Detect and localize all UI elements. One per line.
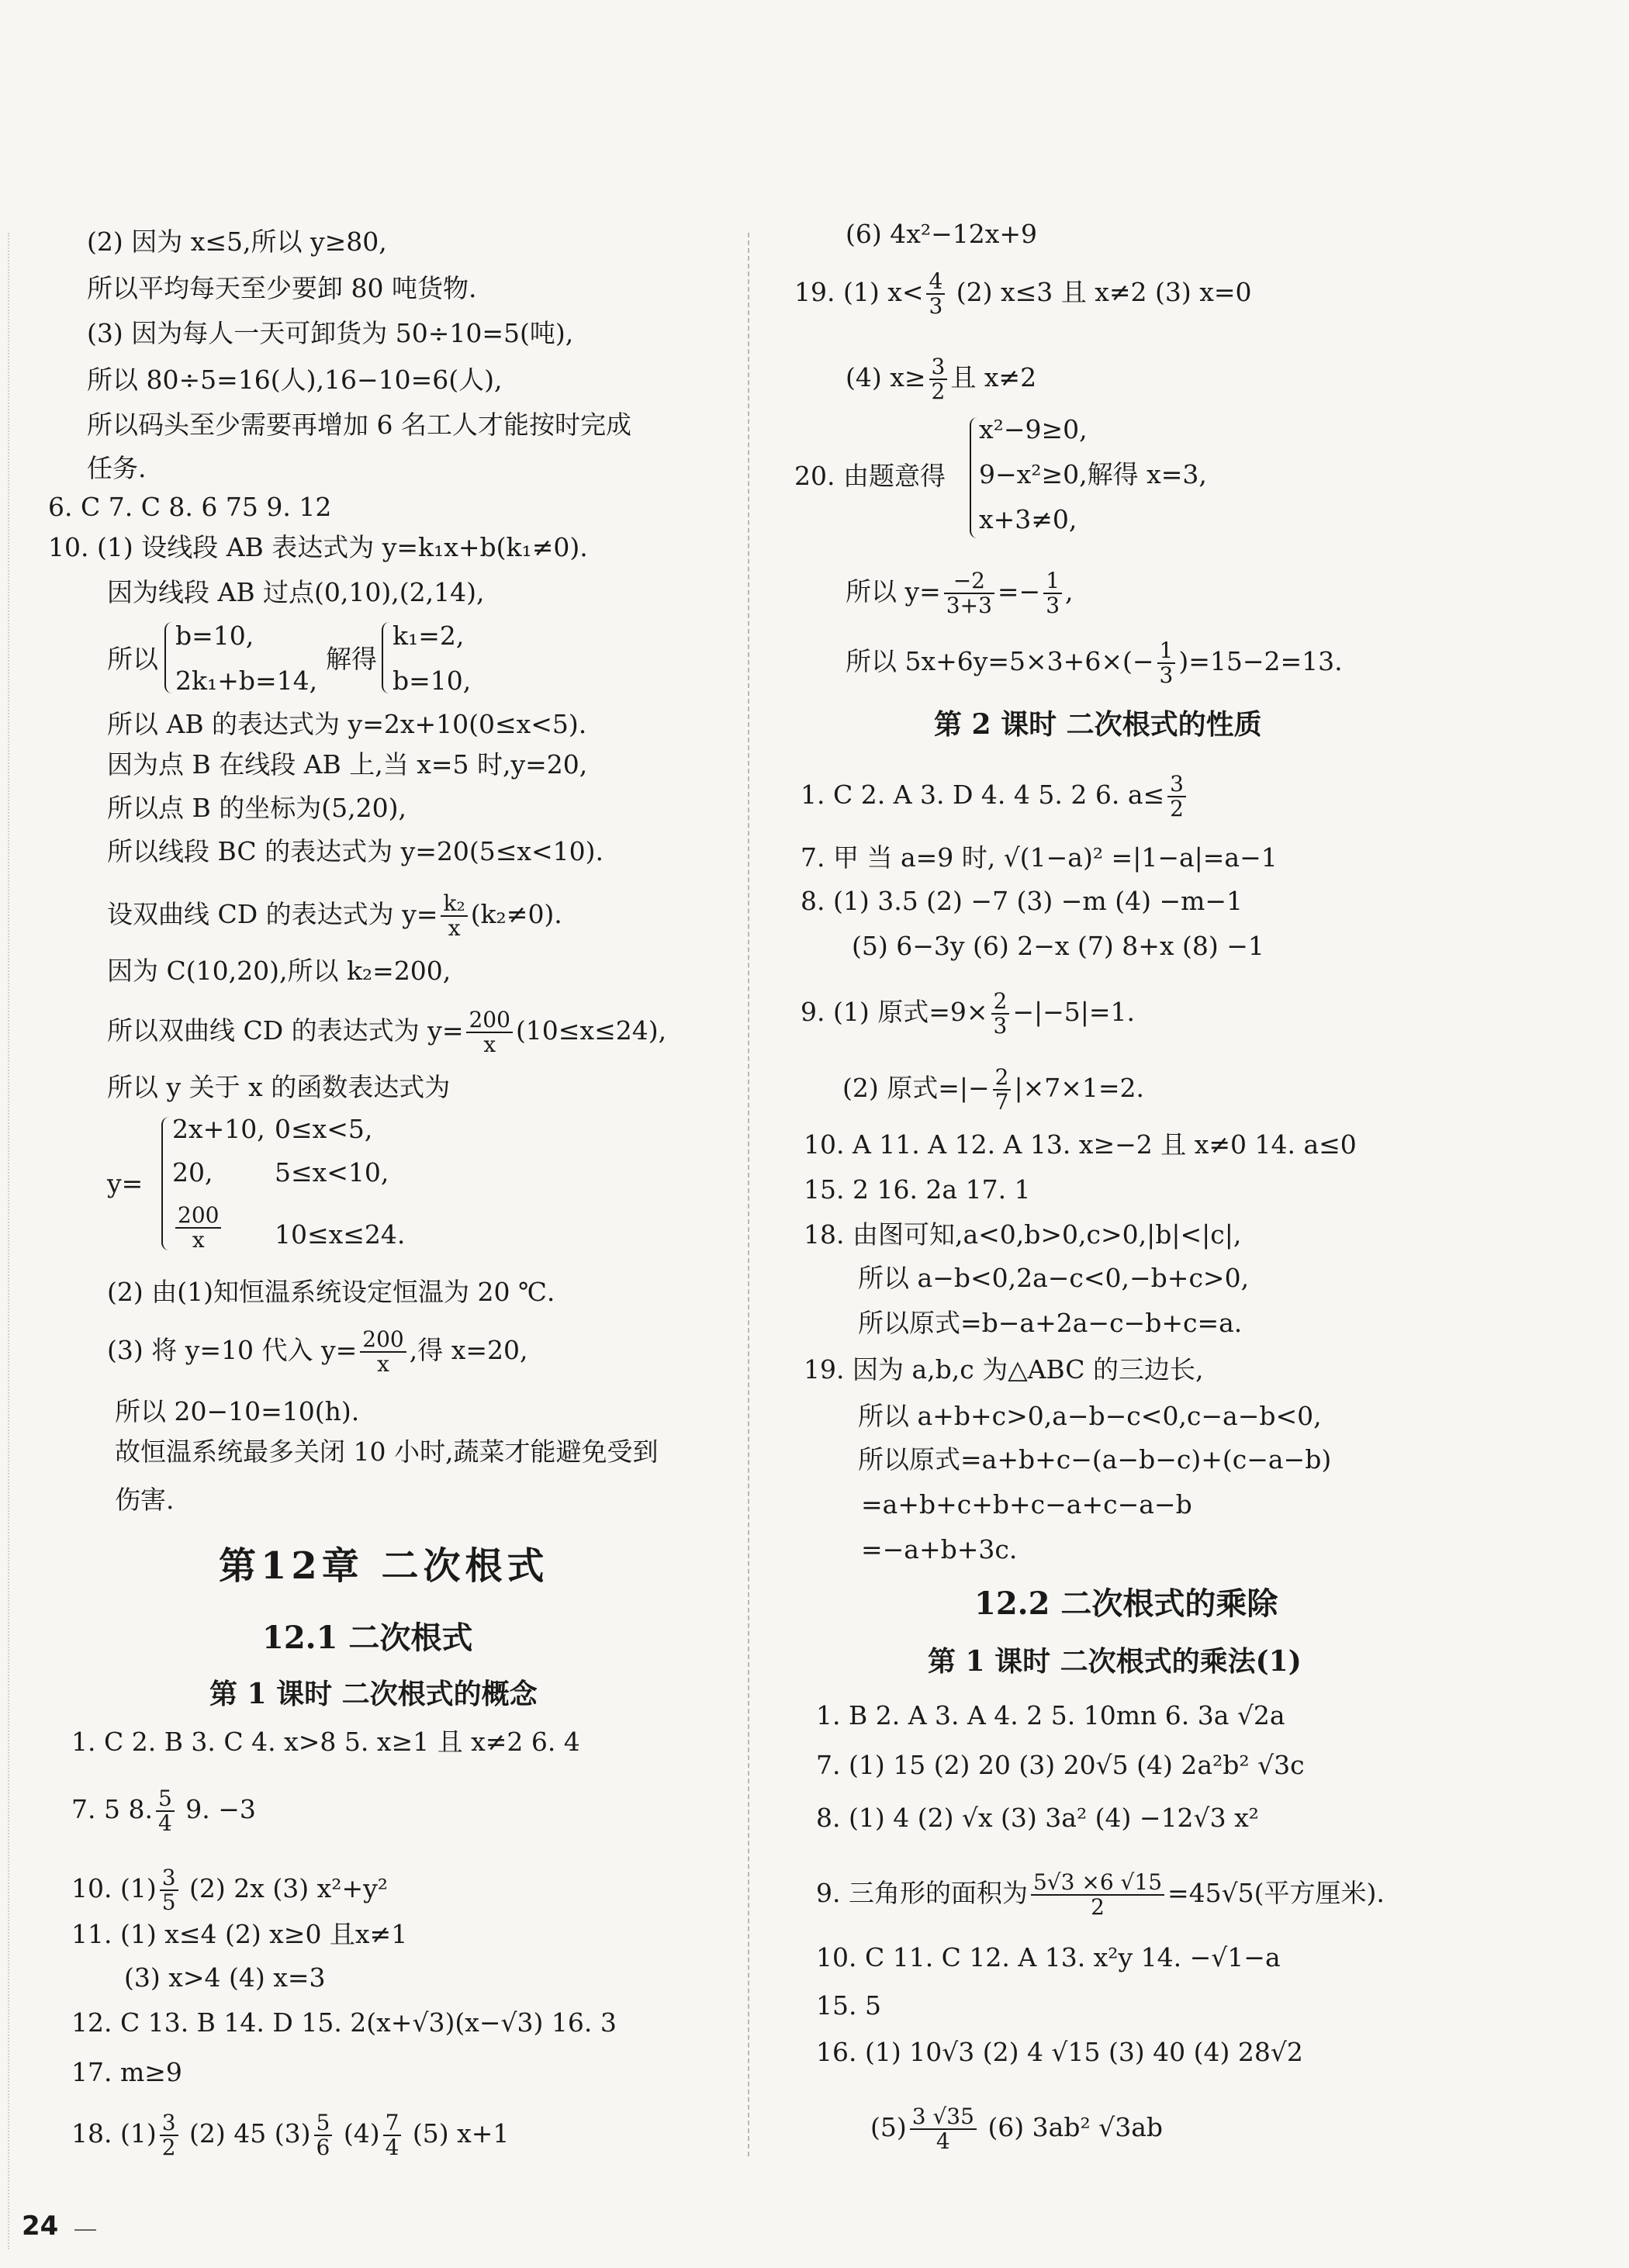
denominator: x xyxy=(377,1351,389,1377)
system-mid: 解得 xyxy=(326,644,377,674)
fraction xyxy=(991,990,1010,1038)
brace-icon xyxy=(164,622,172,693)
piecewise-function xyxy=(107,1111,495,1258)
system-eq: 9−x²≥0,解得 x=3, xyxy=(979,459,1207,489)
fraction xyxy=(1167,773,1186,821)
answer-line xyxy=(71,1866,388,1914)
system-eq: x+3≠0, xyxy=(979,504,1077,534)
formula-text: 所以双曲线 CD 的表达式为 y= xyxy=(107,1015,464,1046)
formula-text: 所以 5x+6y=5×3+6×(− xyxy=(846,646,1154,676)
formula-text: (k₂≠0). xyxy=(470,899,562,929)
answer-text: =45√5(平方厘米). xyxy=(1167,1878,1385,1908)
answer-line xyxy=(842,1066,1144,1114)
denominator: x xyxy=(483,1032,496,1057)
lesson-title: 第 1 课时 二次根式的乘法(1) xyxy=(928,1645,1302,1678)
fraction xyxy=(360,1328,406,1376)
numerator: 200 xyxy=(466,1008,512,1033)
denominator: x xyxy=(192,1227,205,1253)
formula-text: )=15−2=13. xyxy=(1178,646,1343,676)
answer-text: (4) x≥ xyxy=(846,362,926,392)
brace-icon xyxy=(161,1117,169,1250)
answer-line: (5) 6−3y (6) 2−x (7) 8+x (8) −1 xyxy=(852,931,1264,961)
text-line: 所以 y 关于 x 的函数表达式为 xyxy=(107,1072,451,1102)
formula-text: 设双曲线 CD 的表达式为 y= xyxy=(107,899,438,929)
answer-line: 7. (1) 15 (2) 20 (3) 20√5 (4) 2a²b² √3c xyxy=(816,1750,1305,1780)
answer-text: (2) 45 (3) xyxy=(189,2118,311,2149)
answer-line: 所以 a−b<0,2a−c<0,−b+c>0, xyxy=(858,1263,1250,1293)
answer-line: (6) 4x²−12x+9 xyxy=(846,219,1037,249)
lesson-title: 第 1 课时 二次根式的概念 xyxy=(209,1678,538,1710)
answer-line: 16. (1) 10√3 (2) 4 √15 (3) 40 (4) 28√2 xyxy=(816,2037,1303,2067)
numerator: 200 xyxy=(360,1328,406,1353)
answer-text: (2) x≤3 且 x≠2 (3) x=0 xyxy=(956,277,1252,307)
fraction xyxy=(160,2111,178,2159)
answer-text: (4) xyxy=(343,2118,380,2149)
answer-line xyxy=(816,1871,1385,1919)
numerator: 3 xyxy=(1167,773,1186,797)
formula-text: (3) 将 y=10 代入 y= xyxy=(107,1335,358,1365)
answer-text: 1. C 2. A 3. D 4. 4 5. 2 6. a≤ xyxy=(801,780,1165,810)
formula-line xyxy=(107,1328,527,1376)
chapter-title: 第12章 二次根式 xyxy=(219,1544,549,1588)
denominator: x xyxy=(448,915,461,941)
numerator: 5 xyxy=(156,1787,175,1812)
answer-text: 9. (1) 原式=9× xyxy=(801,997,988,1027)
numerator: 2 xyxy=(993,1066,1012,1091)
answer-line: 10. C 11. C 12. A 13. x²y 14. −√1−a xyxy=(816,1942,1281,1972)
denominator: 6 xyxy=(316,2135,330,2160)
answer-text: (2) 2x (3) x²+y² xyxy=(189,1873,388,1903)
text-line: 所以 80÷5=16(人),16−10=6(人), xyxy=(87,365,503,395)
numerator: 3 xyxy=(160,1866,178,1891)
fraction xyxy=(383,2111,402,2159)
formula-line xyxy=(107,892,562,940)
fraction xyxy=(944,569,994,617)
piece-domain: 0≤x<5, xyxy=(275,1114,373,1144)
formula-text: =− xyxy=(997,576,1041,607)
section-title: 12.1 二次根式 xyxy=(262,1620,473,1656)
fraction xyxy=(175,1204,221,1252)
brace-icon xyxy=(382,622,389,693)
answer-line: 7. 甲 当 a=9 时, √(1−a)² =|1−a|=a−1 xyxy=(801,842,1278,873)
fraction xyxy=(314,2111,333,2159)
formula-line xyxy=(846,569,1074,617)
column-divider xyxy=(748,233,749,2156)
answer-line: 17. m≥9 xyxy=(71,2057,182,2087)
formula-text: ,得 x=20, xyxy=(409,1335,528,1365)
brace-icon xyxy=(970,417,977,538)
text-line: 伤害. xyxy=(115,1485,175,1515)
denominator: 3 xyxy=(1046,593,1060,618)
denominator: 3 xyxy=(929,293,943,319)
denominator: 4 xyxy=(385,2135,399,2160)
answer-text: (5) x+1 xyxy=(412,2118,510,2149)
piece-domain: 5≤x<10, xyxy=(275,1157,389,1188)
numerator: 7 xyxy=(383,2111,402,2136)
numerator: 3 xyxy=(929,355,948,380)
answer-text: 9. 三角形的面积为 xyxy=(816,1878,1028,1908)
answer-text: (6) 3ab² √3ab xyxy=(987,2112,1164,2142)
answer-text: |×7×1=2. xyxy=(1014,1073,1145,1103)
text-line: 因为 C(10,20),所以 k₂=200, xyxy=(107,956,451,986)
answer-line: 18. 由图可知,a<0,b>0,c>0,|b|<|c|, xyxy=(804,1219,1242,1250)
answer-text: 19. (1) x< xyxy=(794,277,924,307)
formula-text: 所以 y= xyxy=(846,576,941,607)
answer-line xyxy=(846,355,1036,403)
fraction xyxy=(466,1008,512,1056)
answer-line: 6. C 7. C 8. 6 75 9. 12 xyxy=(48,492,332,522)
text-line: 所以平均每天至少要卸 80 吨货物. xyxy=(87,273,477,303)
answer-line xyxy=(71,1787,256,1835)
answer-line: 11. (1) x≤4 (2) x≥0 且x≠1 xyxy=(71,1919,408,1949)
system-eq: 2k₁+b=14, xyxy=(175,666,318,696)
answer-line: 8. (1) 4 (2) √x (3) 3a² (4) −12√3 x² xyxy=(816,1803,1259,1833)
text-line: 所以码头至少需要再增加 6 名工人才能按时完成 xyxy=(87,410,631,440)
equation-system xyxy=(107,617,541,703)
piece-expr xyxy=(172,1204,224,1252)
answer-line: 1. C 2. B 3. C 4. x>8 5. x≥1 且 x≠2 6. 4 xyxy=(71,1727,580,1757)
numerator: 1 xyxy=(1157,639,1176,664)
answer-text: 18. (1) xyxy=(71,2118,157,2149)
answer-line: 所以 a+b+c>0,a−b−c<0,c−a−b<0, xyxy=(858,1401,1322,1431)
system-eq: k₁=2, xyxy=(393,621,465,651)
answer-line xyxy=(801,990,1135,1038)
equation-system xyxy=(794,411,1260,543)
answer-line: 15. 2 16. 2a 17. 1 xyxy=(804,1174,1031,1205)
answer-text: −|−5|=1. xyxy=(1012,997,1136,1027)
answer-line xyxy=(794,270,1252,318)
fraction xyxy=(156,1787,175,1835)
numerator: 2 xyxy=(991,990,1010,1015)
numerator: 1 xyxy=(1043,569,1062,594)
denominator: 2 xyxy=(931,379,946,404)
answer-line: 10. (1) 设线段 AB 表达式为 y=k₁x+b(k₁≠0). xyxy=(48,532,588,562)
fraction xyxy=(993,1066,1012,1114)
text-line: (2) 由(1)知恒温系统设定恒温为 20 ℃. xyxy=(107,1277,555,1307)
fraction xyxy=(441,892,467,940)
answer-line: =−a+b+3c. xyxy=(861,1534,1018,1564)
numerator: k₂ xyxy=(441,892,467,917)
piece-expr: 20, xyxy=(172,1157,213,1188)
fraction xyxy=(1031,1871,1164,1919)
answer-line: =a+b+c+b+c−a+c−a−b xyxy=(861,1489,1192,1519)
answer-line: 1. B 2. A 3. A 4. 2 5. 10mn 6. 3a √2a xyxy=(816,1700,1285,1730)
fraction xyxy=(1043,569,1062,617)
system-eq: b=10, xyxy=(175,621,254,651)
answer-text: 且 x≠2 xyxy=(950,362,1037,392)
piecewise-lhs: y= xyxy=(107,1168,144,1198)
answer-line: (3) x>4 (4) x=3 xyxy=(124,1962,326,1993)
answer-line: 12. C 13. B 14. D 15. 2(x+√3)(x−√3) 16. 3 xyxy=(71,2007,617,2038)
text-line: (2) 因为 x≤5,所以 y≥80, xyxy=(87,226,387,257)
answer-line: 10. A 11. A 12. A 13. x≥−2 且 x≠0 14. a≤0 xyxy=(804,1129,1357,1160)
denominator: 3 xyxy=(993,1013,1008,1039)
text-line: 所以线段 BC 的表达式为 y=20(5≤x<10). xyxy=(107,836,604,866)
text-line: 所以 20−10=10(h). xyxy=(115,1396,360,1426)
fraction xyxy=(160,1866,178,1914)
answer-line: 19. 因为 a,b,c 为△ABC 的三边长, xyxy=(804,1354,1204,1385)
answer-line xyxy=(801,773,1189,821)
text-line: 故恒温系统最多关闭 10 小时,蔬菜才能避免受到 xyxy=(115,1437,659,1467)
denominator: 5 xyxy=(161,1889,176,1915)
answer-line: 8. (1) 3.5 (2) −7 (3) −m (4) −m−1 xyxy=(801,886,1243,916)
answer-line: 所以原式=a+b+c−(a−b−c)+(c−a−b) xyxy=(858,1444,1332,1475)
fraction xyxy=(926,270,945,318)
denominator: 7 xyxy=(994,1089,1009,1115)
page-number-rule xyxy=(74,2229,96,2231)
answer-text: 7. 5 8. xyxy=(71,1794,153,1824)
fraction xyxy=(929,355,948,403)
answer-line: 所以原式=b−a+2a−c−b+c=a. xyxy=(858,1308,1243,1338)
piece-domain: 10≤x≤24. xyxy=(275,1219,406,1250)
denominator: 2 xyxy=(1091,1894,1105,1920)
text-line: 任务. xyxy=(87,453,147,483)
system-prefix: 20. 由题意得 xyxy=(794,461,946,491)
denominator: 2 xyxy=(1170,796,1184,821)
answer-line xyxy=(71,2111,509,2159)
numerator: 5 xyxy=(314,2111,333,2136)
formula-text: (10≤x≤24), xyxy=(515,1015,667,1046)
system-eq: b=10, xyxy=(393,666,472,696)
denominator: 3 xyxy=(1159,662,1174,688)
text-line: 因为线段 AB 过点(0,10),(2,14), xyxy=(107,577,485,607)
text-line: 所以点 B 的坐标为(5,20), xyxy=(107,793,406,823)
denominator: 3+3 xyxy=(946,593,992,618)
denominator: 4 xyxy=(936,2128,950,2154)
fraction xyxy=(1157,639,1176,687)
denominator: 2 xyxy=(161,2135,176,2160)
answer-text: 9. −3 xyxy=(185,1794,256,1824)
numerator: 200 xyxy=(175,1204,221,1229)
text-line: 因为点 B 在线段 AB 上,当 x=5 时,y=20, xyxy=(107,749,588,780)
answer-line xyxy=(870,2105,1163,2153)
section-title: 12.2 二次根式的乘除 xyxy=(974,1585,1278,1622)
answer-line: 15. 5 xyxy=(816,1990,881,2021)
denominator: 4 xyxy=(157,1810,172,1836)
numerator: 3 √35 xyxy=(910,2105,977,2130)
formula-line xyxy=(846,639,1343,687)
fraction xyxy=(910,2105,977,2153)
piece-expr: 2x+10, xyxy=(172,1114,265,1144)
answer-text: 10. (1) xyxy=(71,1873,157,1903)
numerator: 3 xyxy=(160,2111,178,2136)
text-line: 所以 AB 的表达式为 y=2x+10(0≤x<5). xyxy=(107,709,587,739)
answer-text: (5) xyxy=(870,2112,907,2142)
lesson-title: 第 2 课时 二次根式的性质 xyxy=(934,708,1262,741)
system-eq: x²−9≥0, xyxy=(979,414,1088,444)
page-number: 24 xyxy=(22,2211,59,2242)
formula-line xyxy=(107,1008,666,1056)
numerator: −2 xyxy=(944,569,994,594)
text-line: (3) 因为每人一天可卸货为 50÷10=5(吨), xyxy=(87,318,574,348)
numerator: 4 xyxy=(926,270,945,295)
answer-text: (2) 原式=|− xyxy=(842,1073,990,1103)
binding-edge xyxy=(8,233,9,2249)
system-prefix: 所以 xyxy=(107,644,158,674)
numerator: 5√3 ×6 √15 xyxy=(1031,1871,1164,1896)
formula-text: , xyxy=(1065,576,1074,607)
